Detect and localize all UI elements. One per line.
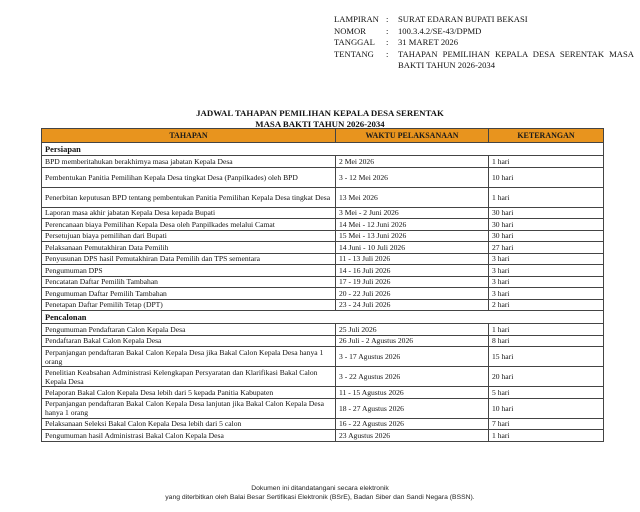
table-row: [42, 187, 604, 207]
table-row: [42, 288, 604, 300]
footer-signature-note: Dokumen ini ditandatangani secara elektronik: [251, 485, 389, 492]
table-row: [42, 430, 604, 442]
header-value: TAHAPAN PEMILIHAN KEPALA DESA SERENTAK MASA BAKTI TAHUN 2026-2034: [398, 48, 634, 71]
table-row: [42, 253, 604, 265]
header-value: SURAT EDARAN BUPATI BEKASI: [398, 14, 528, 24]
cell-tahapan: Pelaksanaan Pemutakhiran Data Pemilih: [42, 242, 336, 254]
cell-waktu: 11 - 13 Juli 2026: [336, 253, 489, 265]
table-row: [42, 276, 604, 288]
header-separator: :: [386, 25, 389, 36]
cell-tahapan: Penetapan Daftar Pemilih Tetap (DPT): [42, 299, 336, 311]
table-header-row: [42, 129, 604, 143]
cell-tahapan: Penerbitan keputusan BPD tentang pembentukan Panitia Pemilihan Kepala Desa tingkat Desa: [42, 187, 336, 207]
cell-waktu: 3 - 22 Agustus 2026: [336, 367, 489, 387]
header-key: TANGGAL: [334, 37, 375, 48]
cell-tahapan: Pengumuman Pendaftaran Calon Kepala Desa: [42, 324, 336, 336]
cell-tahapan: Pembentukan Panitia Pemilihan Kepala Desa tingkat Desa (Panpilkades) oleh BPD: [42, 167, 336, 187]
column-header-tahapan: TAHAPAN: [42, 129, 336, 143]
cell-keterangan: 10 hari: [489, 398, 604, 418]
document-subtitle: MASA BAKTI TAHUN 2026-2034: [255, 119, 385, 129]
column-header-waktu: WAKTU PELAKSANAAN: [336, 129, 489, 143]
footer-issuer-note: yang diterbitkan oleh Balai Besar Sertifikasi Elektronik (BSrE), Badan Siber dan Sandi Negara (BSSN).: [165, 494, 475, 501]
section-title: Persiapan: [42, 143, 604, 156]
cell-tahapan: Persetujuan biaya pemilihan dari Bupati: [42, 230, 336, 242]
table-row: [42, 387, 604, 399]
cell-keterangan: 3 hari: [489, 276, 604, 288]
cell-tahapan: Pengumuman DPS: [42, 265, 336, 277]
header-row-tentang: [334, 49, 634, 72]
table-row: [42, 207, 604, 219]
cell-waktu: 14 Juni - 10 Juli 2026: [336, 242, 489, 254]
cell-waktu: 14 Mei - 12 Juni 2026: [336, 219, 489, 231]
letter-header: [334, 14, 634, 72]
schedule-table: [41, 128, 604, 442]
cell-keterangan: 27 hari: [489, 242, 604, 254]
cell-tahapan: Penelitian Keabsahan Administrasi Kelengkapan Persyaratan dan Klarifikasi Bakal Calon Kepala Desa: [42, 367, 336, 387]
header-key: TENTANG: [334, 48, 374, 59]
cell-keterangan: 30 hari: [489, 230, 604, 242]
cell-tahapan: Pelaksanaan Seleksi Bakal Calon Kepala Desa lebih dari 5 calon: [42, 418, 336, 430]
cell-waktu: 20 - 22 Juli 2026: [336, 288, 489, 300]
cell-keterangan: 1 hari: [489, 156, 604, 168]
cell-tahapan: Pengumuman Daftar Pemilih Tambahan: [42, 288, 336, 300]
table-row: [42, 398, 604, 418]
table-row: [42, 242, 604, 254]
table-row: [42, 299, 604, 311]
table-row: [42, 230, 604, 242]
cell-waktu: 2 Mei 2026: [336, 156, 489, 168]
table-body: [42, 143, 604, 442]
cell-keterangan: 30 hari: [489, 219, 604, 231]
cell-waktu: 25 Juli 2026: [336, 324, 489, 336]
cell-keterangan: 10 hari: [489, 167, 604, 187]
cell-waktu: 3 Mei - 2 Juni 2026: [336, 207, 489, 219]
table-row: [42, 347, 604, 367]
cell-keterangan: 3 hari: [489, 253, 604, 265]
cell-tahapan: Pengumuman hasil Administrasi Bakal Calon Kepala Desa: [42, 430, 336, 442]
cell-tahapan: Perpanjangan pendaftaran Bakal Calon Kepala Desa lanjutan jika Bakal Calon Kepala Desa hanya 1 orang: [42, 398, 336, 418]
cell-waktu: 26 Juli - 2 Agustus 2026: [336, 335, 489, 347]
cell-keterangan: 7 hari: [489, 418, 604, 430]
cell-tahapan: Pelaporan Bakal Calon Kepala Desa lebih dari 5 kepada Panitia Kabupaten: [42, 387, 336, 399]
table-row: [42, 335, 604, 347]
header-value: 31 MARET 2026: [398, 37, 459, 48]
table-row: [42, 367, 604, 387]
table-row: [42, 324, 604, 336]
cell-keterangan: 1 hari: [489, 430, 604, 442]
cell-keterangan: 1 hari: [489, 187, 604, 207]
cell-tahapan: Perencanaan biaya Pemilihan Kepala Desa oleh Panpilkades melalui Camat: [42, 219, 336, 231]
cell-tahapan: Penyusunan DPS hasil Pemutakhiran Data Pemilih dan TPS sementara: [42, 253, 336, 265]
cell-tahapan: Laporan masa akhir jabatan Kepala Desa kepada Bupati: [42, 207, 336, 219]
column-header-keterangan: KETERANGAN: [489, 129, 604, 143]
cell-waktu: 3 - 12 Mei 2026: [336, 167, 489, 187]
header-separator: :: [386, 14, 389, 24]
cell-keterangan: 8 hari: [489, 335, 604, 347]
section-title: Pencalonan: [42, 311, 604, 324]
cell-waktu: 14 - 16 Juli 2026: [336, 265, 489, 277]
header-row-nomor: [334, 26, 634, 38]
cell-tahapan: Pendaftaran Bakal Calon Kepala Desa: [42, 335, 336, 347]
header-key: LAMPIRAN: [334, 14, 379, 24]
cell-keterangan: 30 hari: [489, 207, 604, 219]
header-row-lampiran: [334, 14, 634, 26]
cell-keterangan: 15 hari: [489, 347, 604, 367]
header-separator: :: [386, 37, 389, 48]
header-separator: :: [386, 48, 389, 59]
table-row: [42, 167, 604, 187]
cell-tahapan: BPD memberitahukan berakhirnya masa jabatan Kepala Desa: [42, 156, 336, 168]
cell-keterangan: 1 hari: [489, 324, 604, 336]
section-row: [42, 311, 604, 324]
cell-waktu: 23 - 24 Juli 2026: [336, 299, 489, 311]
cell-tahapan: Pencatatan Daftar Pemilih Tambahan: [42, 276, 336, 288]
cell-waktu: 23 Agustus 2026: [336, 430, 489, 442]
header-value: 100.3.4.2/SE-43/DPMD: [398, 25, 482, 36]
cell-waktu: 13 Mei 2026: [336, 187, 489, 207]
cell-waktu: 3 - 17 Agustus 2026: [336, 347, 489, 367]
table-row: [42, 418, 604, 430]
cell-keterangan: 2 hari: [489, 299, 604, 311]
table-row: [42, 219, 604, 231]
cell-keterangan: 3 hari: [489, 265, 604, 277]
cell-waktu: 11 - 15 Agustus 2026: [336, 387, 489, 399]
cell-keterangan: 20 hari: [489, 367, 604, 387]
cell-waktu: 15 Mei - 13 Juni 2026: [336, 230, 489, 242]
cell-waktu: 17 - 19 Juli 2026: [336, 276, 489, 288]
header-key: NOMOR: [334, 25, 366, 36]
cell-tahapan: Perpanjangan pendaftaran Bakal Calon Kepala Desa jika Bakal Calon Kepala Desa hanya 1 orang: [42, 347, 336, 367]
cell-waktu: 18 - 27 Agustus 2026: [336, 398, 489, 418]
cell-keterangan: 3 hari: [489, 288, 604, 300]
header-row-tanggal: [334, 37, 634, 49]
document-title: JADWAL TAHAPAN PEMILIHAN KEPALA DESA SERENTAK: [196, 108, 444, 118]
cell-waktu: 16 - 22 Agustus 2026: [336, 418, 489, 430]
table-row: [42, 156, 604, 168]
cell-keterangan: 5 hari: [489, 387, 604, 399]
table-row: [42, 265, 604, 277]
section-row: [42, 143, 604, 156]
